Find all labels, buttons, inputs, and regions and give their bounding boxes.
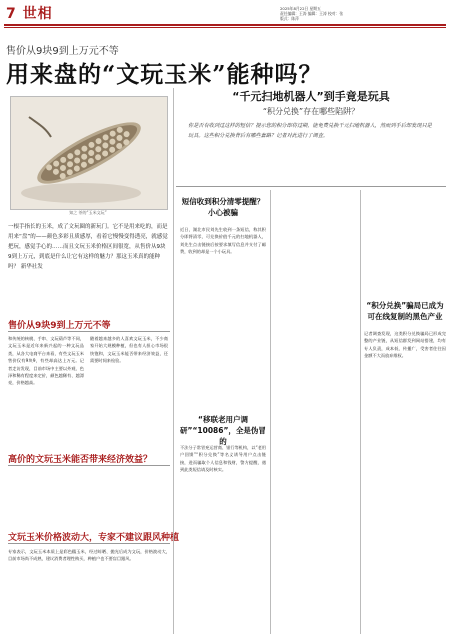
section-heading: 售价从9块9到上万元不等 — [8, 321, 111, 331]
column-divider — [173, 88, 174, 634]
divider — [8, 331, 170, 332]
section-body: 和传统的核桃、手串、文玩葫芦等不同，文玩玉米是近年来新兴起的一种文玩品类，从各大电商平台来看，有些文玩玉米售价仅有9块9，有些却高达上万元。记者走访发现，目前市场中主要以外观、色泽和稀有程度来定价，颜色越稀有、越漂亮，价格越高。 — [8, 336, 84, 386]
divider — [8, 465, 170, 466]
subsection-heading: 短信收到积分清零提醒？小心被骗 — [181, 197, 265, 217]
section-title: 7 世相 — [6, 6, 53, 22]
section-body: 专家表示，文玩玉米本质上是彩色糯玉米，经过晾晒、抛光后成为文玩，价格波动大，目前市场尚不成熟，建议消费者理性购买，种植户也不要盲目跟风。 — [8, 549, 170, 562]
corn-cob-image — [11, 97, 167, 209]
divider — [8, 543, 170, 544]
column-divider — [270, 190, 271, 634]
sidebar-article-subtitle: “积分兑换”存在哪些陷阱？ — [262, 107, 360, 116]
lead-text: 一根手指长的玉米，成了文玩圈的新玩门。它不是用来吃的，而是用来“盘”的——颜色多彩且质感厚，看着它慢慢变得透亮，就感觉把玩，感觉手心的……而且文玩玉米价格区间很宽，从售价从9块9到上万元，到底是什么让它有这样的魅力？那这玉米真的能种吗？ — [8, 224, 168, 270]
masthead-meta — [280, 6, 343, 21]
lead-source: 新华社发 — [20, 264, 43, 270]
section-body: 记者调查发现，这类积分兑换骗局已形成完整的产业链，从短信群发到网站搭建，均有专人负责，成本低、传播广，受害者往往因金额不大而放弃维权。 — [364, 331, 446, 359]
subsection-heading: “移联老用户调研”“10086”，全是伪冒的 — [180, 415, 266, 446]
article-lead — [8, 222, 168, 272]
header-rule-thin — [4, 27, 446, 28]
meta-line: 责任编辑：王涛 编辑：王涛 校对：张 — [280, 11, 344, 16]
header-rule — [4, 24, 446, 26]
section-heading: 文玩玉米价格波动大，专家不建议跟风种植 — [8, 533, 180, 543]
subsection-heading: “积分兑换”骗局已成为可在线复制的黑色产业 — [366, 301, 444, 321]
article-photo — [10, 96, 168, 210]
photo-caption: 知之 茶的“玉米文玩” — [69, 210, 107, 215]
meta-line: 版式：陈萍 — [280, 16, 299, 21]
sidebar-article-intro: 你是否有收到过这样的短信？提示您的积分即将过期，能免费兑换千元扫地机器人，然而到手后却发现只是玩具。这些积分兑换背后有哪些套路？记者对此进行了调查。 — [188, 123, 432, 139]
meta-line: 2025年8月22日 星期五 — [280, 6, 321, 11]
sidebar-article — [176, 88, 446, 184]
column-divider — [360, 190, 361, 634]
section-body: 不法分子常冒充运营商、银行等机构，以“老用户回馈”“积分兑换”等名义诱导用户点击链接，进而骗取个人信息和钱财，警方提醒，遇到此类短信请及时核实。 — [180, 445, 266, 473]
section-body: 随着越来越多的人喜欢文玩玉米，不少商家开始大规模种植，但也有人担心市场很快饱和，文玩玉米能否带来经济效益，还需要时间来检验。 — [90, 336, 168, 364]
article-headline: 用来盘的“文玩玉米”能种吗？ — [6, 61, 323, 88]
sidebar-article-title: “千元扫地机器人”到手竟是玩具 — [232, 90, 390, 103]
divider — [176, 186, 446, 187]
section-heading: 高价的文玩玉米能否带来经济效益？ — [8, 455, 153, 465]
section-body: 近日，湖北市民刘先生收到一条短信，称其积分即将清零，可兑换价值千元的扫地机器人，刘先生点击链接后按要求填写信息并支付了邮费，收到的却是一个小玩具。 — [180, 227, 266, 255]
article-kicker: 售价从9块9到上万元不等 — [6, 46, 119, 57]
